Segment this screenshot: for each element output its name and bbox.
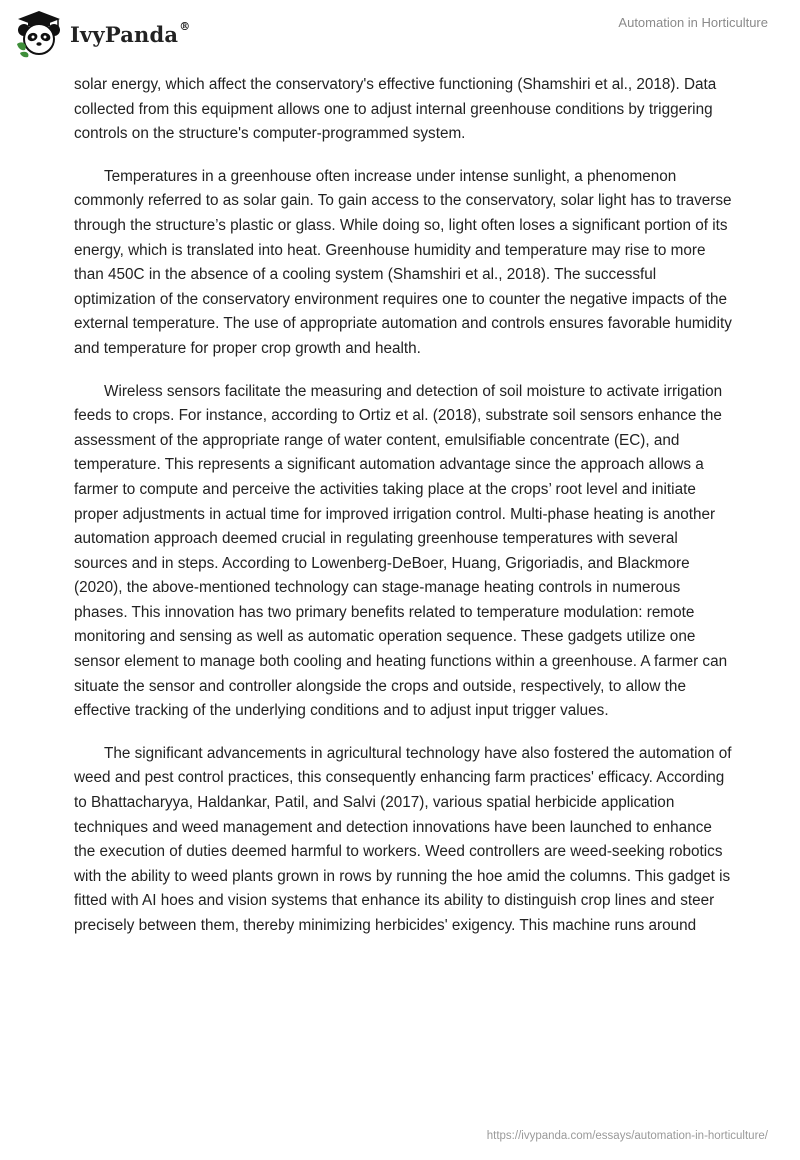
source-url[interactable]: https://ivypanda.com/essays/automation-in-horticulture/ <box>486 1130 768 1142</box>
paragraph-4: The significant advancements in agricultural technology have also fostered the automation of weed and pest control practices, this consequently enhancing farm practices' efficacy. According to Bhattacharyya, Haldankar, Patil, and Salvi (2017), various spatial herbicide application techniques and weed management and detection innovations have been launched to enhance the execution of duties deemed harmful to workers. Weed controllers are weed-seeking robotics with the ability to weed plants grown in rows by running the hoe amid the columns. This gadget is fitted with AI hoes and vision systems that enhance its ability to distinguish crop lines and steer precisely between them, thereby minimizing herbicides' exigency. This machine runs around <box>74 744 732 934</box>
brand-logo[interactable] <box>14 8 190 58</box>
page-header <box>0 0 800 70</box>
paragraph-2: Temperatures in a greenhouse often increase under intense sunlight, a phenomenon commonly referred to as solar gain. To gain access to the conservatory, solar light has to traverse through the structure’s plastic or glass. While doing so, light often loses a significant portion of its energy, which is translated into heat. Greenhouse humidity and temperature may rise to more than 450C in the absence of a cooling system (Shamshiri et al., 2018). The successful optimization of the conservatory environment requires one to counter the negative impacts of the external temperature. The use of appropriate automation and controls ensures favorable humidity and temperature for proper crop growth and health. <box>74 167 732 357</box>
brand-name-text: IvyPanda <box>70 21 179 47</box>
brand-name <box>70 19 191 47</box>
essay-body <box>74 73 734 957</box>
brand-registered-mark: ® <box>179 19 191 33</box>
document-title: Automation in Horticulture <box>618 15 768 30</box>
paragraph-3: Wireless sensors facilitate the measuring and detection of soil moisture to activate irrigation feeds to crops. For instance, according to Ortiz et al. (2018), substrate soil sensors enhance the assessment of the appropriate range of water content, emulsifiable concentrate (EC), and temperature. This represents a significant automation advantage since the approach allows a farmer to compute and perceive the activities taking place at the crops’ root level and initiate proper adjustments in actual time for improved irrigation control. Multi-phase heating is another automation approach deemed crucial in regulating greenhouse temperatures with several sources and in steps. According to Lowenberg-DeBoer, Huang, Grigoriadis, and Blackmore (2020), the above-mentioned technology can stage-manage heating controls in numerous phases. This innovation has two primary benefits related to temperature modulation: remote monitoring and sensing as well as automatic operation sequence. These gadgets utilize one sensor element to manage both cooling and heating functions within a greenhouse. A farmer can situate the sensor and controller alongside the crops and outside, respectively, to allow the effective tracking of the underlying conditions and to adjust input trigger values. <box>74 382 728 720</box>
panda-logo-icon <box>14 8 64 58</box>
paragraph-1: solar energy, which affect the conservatory's effective functioning (Shamshiri et al., 2018). Data collected from this equipment allows one to adjust internal greenhouse conditions by triggering controls on the structure's computer-programmed system. <box>74 76 717 143</box>
